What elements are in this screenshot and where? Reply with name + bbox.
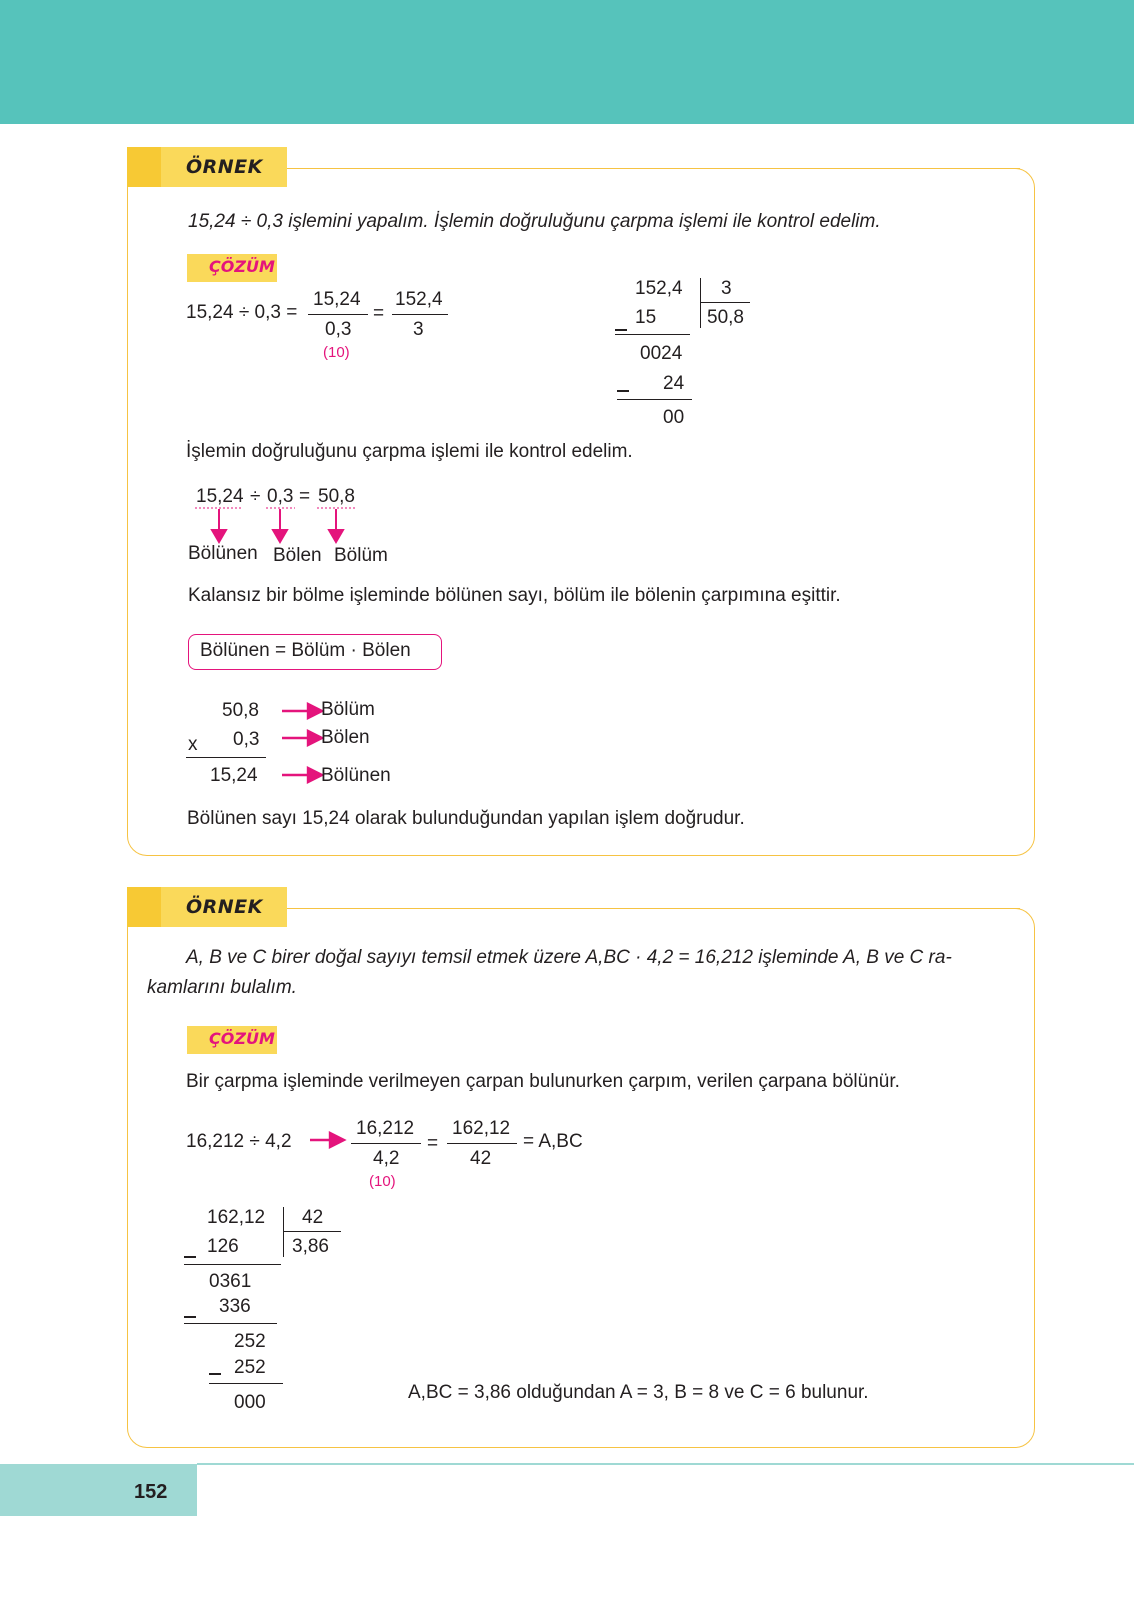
eq-quotient: 50,8 xyxy=(318,486,355,507)
example-2-tab-label: ÖRNEK xyxy=(186,896,263,918)
division-1-subtrahend-1: 15 xyxy=(635,307,657,328)
division-1-remainder-1: 0024 xyxy=(640,343,683,364)
example-1-solution-label: ÇÖZÜM xyxy=(187,254,277,282)
fraction-2-bar xyxy=(392,314,448,315)
arrow-annotations xyxy=(180,505,380,545)
fraction-4-denominator: 42 xyxy=(470,1148,492,1169)
eq-divisor: 0,3 xyxy=(267,486,294,507)
example-1-tab-label: ÖRNEK xyxy=(186,156,263,178)
label-bolen: Bölen xyxy=(273,545,322,566)
example-2-conclusion: A,BC = 3,86 olduğundan A = 3, B = 8 ve C = 6 bulunur. xyxy=(408,1382,869,1403)
minus-sign xyxy=(184,1316,196,1318)
mult-result: 15,24 xyxy=(210,765,258,786)
example-2-solution-label: ÇÖZÜM xyxy=(187,1026,277,1054)
formula-text: Bölünen = Bölüm · Bölen xyxy=(200,640,411,661)
example-1-tab xyxy=(127,147,287,187)
division-1-divisor: 3 xyxy=(721,278,732,299)
page-number: 152 xyxy=(134,1481,168,1503)
division-2-divisor-line xyxy=(283,1231,341,1232)
fraction-4-bar xyxy=(447,1143,517,1144)
fraction-1-multiplier: (10) xyxy=(323,344,350,361)
eq-divide-sign: ÷ xyxy=(250,486,261,507)
equals-sign: = xyxy=(427,1133,439,1154)
fraction-4-numerator: 162,12 xyxy=(452,1118,511,1139)
fraction-3-bar xyxy=(351,1143,421,1144)
division-2-divisor: 42 xyxy=(302,1207,324,1228)
division-1-quotient: 50,8 xyxy=(707,307,744,328)
fraction-3-multiplier: (10) xyxy=(369,1173,396,1190)
division-2-remainder-1: 0361 xyxy=(209,1271,252,1292)
minus-sign xyxy=(184,1256,196,1258)
fraction-1-denominator: 0,3 xyxy=(325,319,352,340)
division-1-line-2 xyxy=(617,399,692,400)
division-2-line-3 xyxy=(209,1383,283,1384)
fraction-2-numerator: 152,4 xyxy=(395,289,443,310)
label-bolunen: Bölünen xyxy=(188,543,258,564)
minus-sign xyxy=(209,1373,221,1375)
mult-label-a: Bölüm xyxy=(321,699,375,720)
division-1-line-1 xyxy=(615,334,690,335)
minus-sign xyxy=(615,329,627,331)
mult-factor-b: 0,3 xyxy=(233,729,260,750)
eq-equals: = xyxy=(299,486,311,507)
division-2-subtrahend-3: 252 xyxy=(234,1357,266,1378)
division-2-subtrahend-1: 126 xyxy=(207,1236,239,1257)
header-band xyxy=(0,0,1134,124)
mult-factor-a: 50,8 xyxy=(222,700,259,721)
rule-text: Kalansız bir bölme işleminde bölünen sayı, bölüm ile bölenin çarpımına eşittir. xyxy=(188,585,841,606)
example-1-question: 15,24 ÷ 0,3 işlemini yapalım. İşlemin doğruluğunu çarpma işlemi ile kontrol edelim. xyxy=(188,211,881,232)
footer-band xyxy=(0,1464,197,1516)
division-2-remainder-2: 252 xyxy=(234,1331,266,1352)
mult-sign: x xyxy=(188,734,198,755)
division-1-dividend: 152,4 xyxy=(635,278,683,299)
example-1-tab-line xyxy=(285,168,1020,169)
fraction-3-denominator: 4,2 xyxy=(373,1148,400,1169)
example-2-question-line-1: A, B ve C birer doğal sayıyı temsil etmek üzere A,BC · 4,2 = 16,212 işleminde A, B ve C ra- xyxy=(186,947,952,968)
division-1-subtrahend-2: 24 xyxy=(663,373,685,394)
example-2-rule: Bir çarpma işleminde verilmeyen çarpan bulunurken çarpım, verilen çarpana bölünür. xyxy=(186,1071,900,1092)
division-2-line-1 xyxy=(184,1264,281,1265)
mult-label-b: Bölen xyxy=(321,727,370,748)
example-2-lhs: 16,212 ÷ 4,2 xyxy=(186,1131,292,1152)
minus-sign xyxy=(617,390,629,392)
fraction-1-numerator: 15,24 xyxy=(313,289,361,310)
division-2-remainder-3: 000 xyxy=(234,1392,266,1413)
footer-line xyxy=(197,1463,1134,1465)
example-1-lhs: 15,24 ÷ 0,3 = xyxy=(186,302,298,323)
fraction-1-bar xyxy=(308,314,368,315)
division-1-divisor-line xyxy=(700,302,750,303)
fraction-3-numerator: 16,212 xyxy=(356,1118,415,1139)
eq-dividend: 15,24 xyxy=(196,486,244,507)
example-2-tab-line xyxy=(285,908,1020,909)
check-text: İşlemin doğruluğunu çarpma işlemi ile kontrol edelim. xyxy=(186,441,633,462)
mult-line xyxy=(186,757,266,758)
example-2-rhs: = A,BC xyxy=(523,1131,583,1152)
mult-label-result: Bölünen xyxy=(321,765,391,786)
example-1-conclusion: Bölünen sayı 15,24 olarak bulunduğundan yapılan işlem doğrudur. xyxy=(187,808,745,829)
equals-sign: = xyxy=(373,303,385,324)
division-2-subtrahend-2: 336 xyxy=(219,1296,251,1317)
right-arrow-icon xyxy=(308,1130,348,1150)
example-2-tab xyxy=(127,887,287,927)
fraction-2-denominator: 3 xyxy=(413,319,424,340)
division-2-quotient: 3,86 xyxy=(292,1236,329,1257)
down-arrow-icon xyxy=(212,509,343,542)
label-bolum: Bölüm xyxy=(334,545,388,566)
division-2-dividend: 162,12 xyxy=(207,1207,266,1228)
division-1-remainder-2: 00 xyxy=(663,407,685,428)
division-2-line-2 xyxy=(184,1323,277,1324)
example-2-question-line-2: kamlarını bulalım. xyxy=(147,977,297,998)
